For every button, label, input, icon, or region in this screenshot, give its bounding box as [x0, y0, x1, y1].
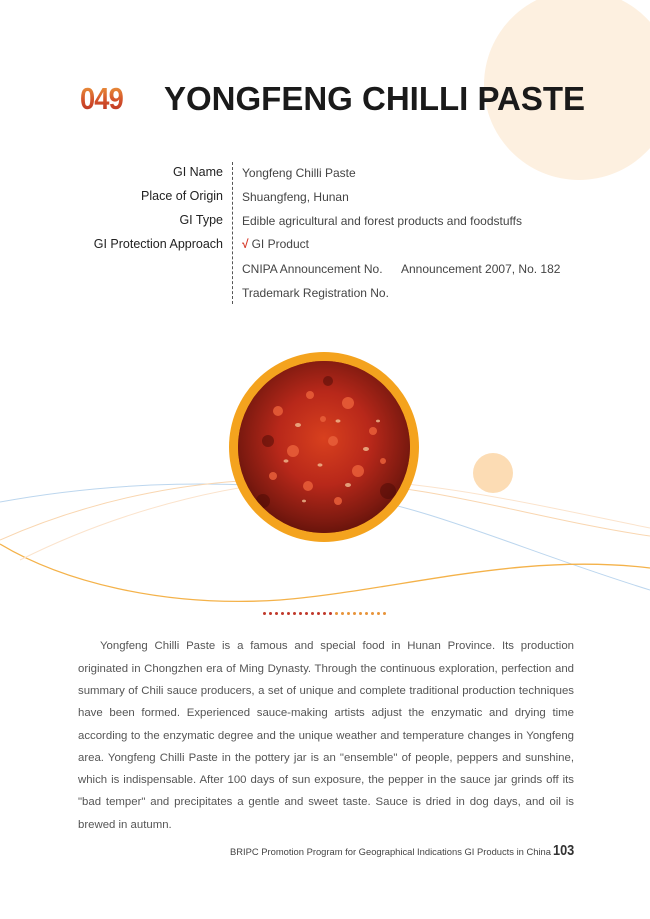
- place-of-origin-value: Shuangfeng, Hunan: [242, 190, 349, 204]
- chilli-paste-photo: [238, 361, 410, 533]
- page-number: 103: [553, 842, 575, 859]
- gi-product-text: GI Product: [251, 237, 309, 251]
- place-of-origin-label: Place of Origin: [141, 189, 223, 203]
- decorative-circle-small: [473, 453, 513, 493]
- entry-number: 049: [80, 81, 123, 116]
- dotted-separator: [263, 612, 386, 615]
- check-mark-icon: √: [242, 237, 249, 251]
- page-title: [80, 74, 586, 124]
- cnipa-label: CNIPA Announcement No.: [242, 262, 383, 276]
- protection-approach-value: [242, 237, 309, 251]
- info-divider: [232, 162, 233, 304]
- gi-name-value: Yongfeng Chilli Paste: [242, 166, 356, 180]
- protection-approach-label: GI Protection Approach: [93, 237, 223, 251]
- product-title: YONGFENG CHILLI PASTE: [164, 80, 586, 117]
- gi-type-value: Edible agricultural and forest products and foodstuffs: [242, 214, 522, 228]
- cnipa-value: Announcement 2007, No. 182: [401, 262, 561, 276]
- gi-info-table: [0, 160, 650, 305]
- product-photo-frame: [229, 352, 419, 542]
- footer-text: BRIPC Promotion Program for Geographical Indications GI Products in China: [230, 846, 551, 857]
- gi-type-label: GI Type: [179, 213, 223, 227]
- description-paragraph: Yongfeng Chilli Paste is a famous and special food in Hunan Province. Its production originated in Chongzhen era of Ming Dynasty. Through the continuous exploration, perfection and summary of Chili sauce producers, a set of unique and complete traditional production techniques have been formed. Experienced sauce-making artists adjust the enzymatic and drying time according to the enzymatic degree and the unique weather and temperature changes in Yongfeng area. Yongfeng Chilli Paste in the pottery jar is an "ensemble" of people, peppers and sunshine, which is indispensable. After 100 days of sun exposure, the pepper in the sauce jar grinds off its "bad temper" and precipitates a gentle and sweet taste. Sauce is dried in dog days, and oil is brewed in autumn.: [78, 640, 574, 831]
- trademark-label: Trademark Registration No.: [242, 286, 389, 300]
- gi-name-label: GI Name: [172, 165, 223, 179]
